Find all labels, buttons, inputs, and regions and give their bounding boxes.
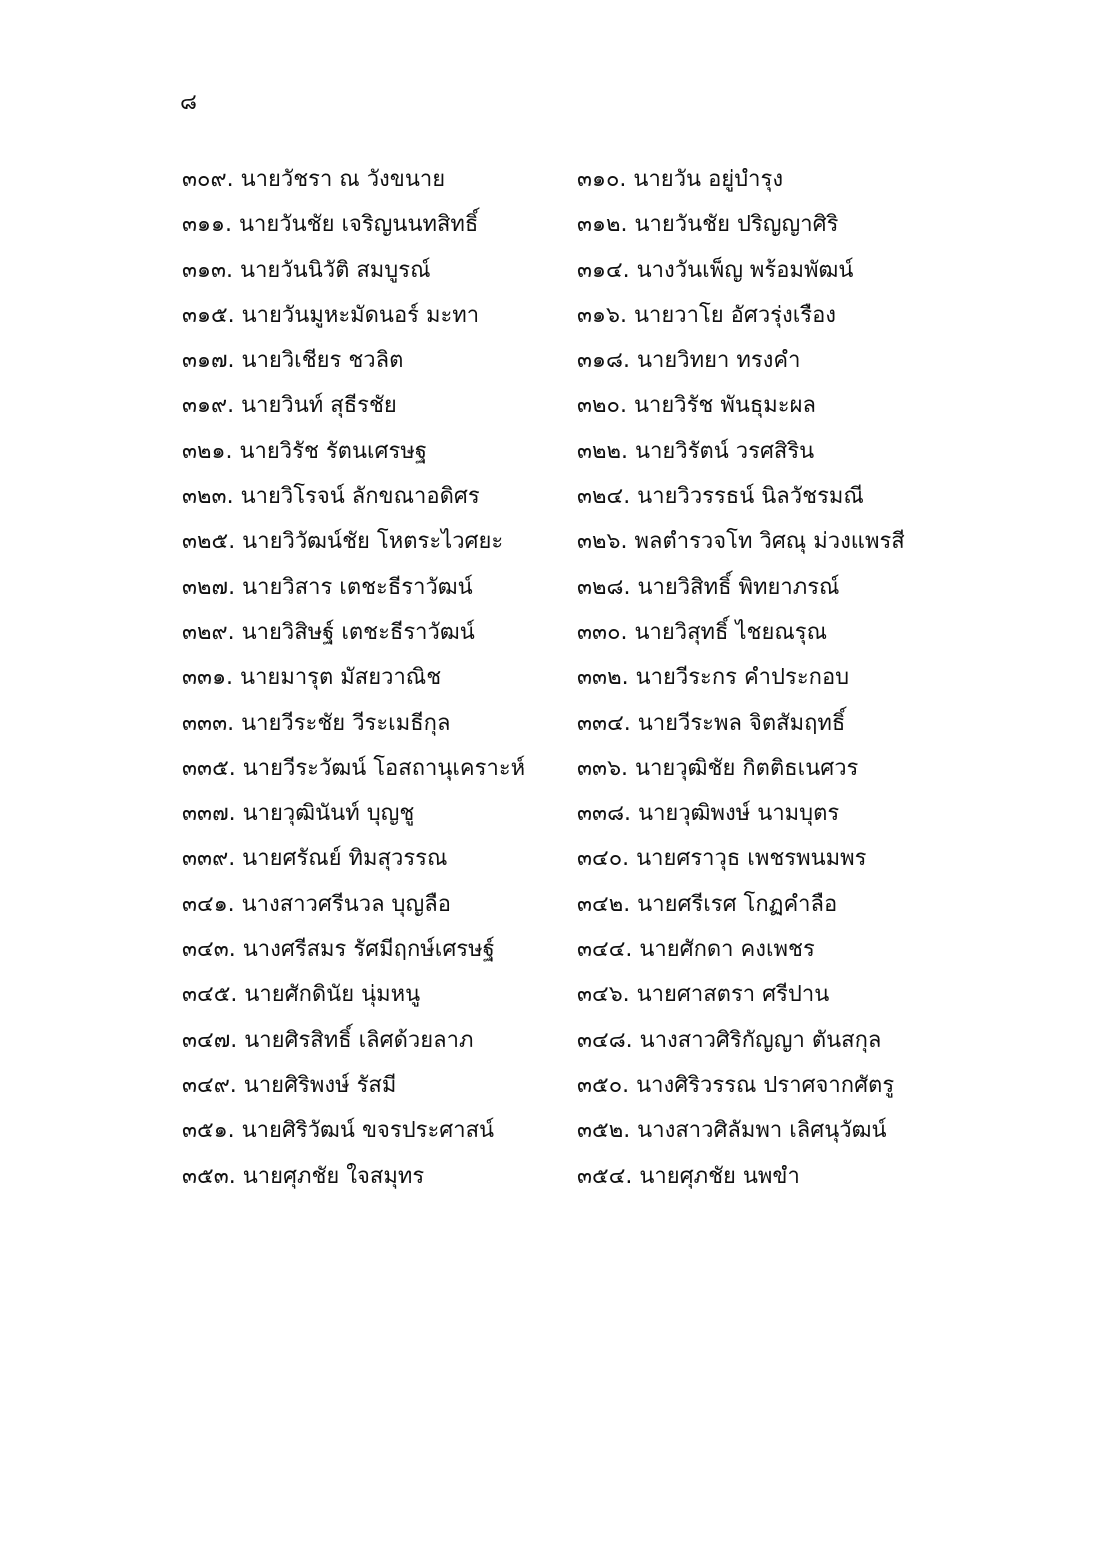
list-item: ๓๑๗. นายวิเชียร ชวลิต xyxy=(182,348,404,374)
list-item: ๓๑๓. นายวันนิวัติ สมบูรณ์ xyxy=(182,257,431,283)
list-item: ๓๔๐. นายศราวุธ เพชรพนมพร xyxy=(577,846,867,872)
list-item: ๓๔๔. นายศักดา คงเพชร xyxy=(577,937,815,963)
list-item: ๓๓๐. นายวิสุทธิ์ ไชยณรุณ xyxy=(577,619,828,645)
list-item: ๓๑๔. นางวันเพ็ญ พร้อมพัฒน์ xyxy=(577,257,854,283)
list-item: ๓๕๐. นางศิริวรรณ ปราศจากศัตรู xyxy=(577,1072,895,1098)
list-item: ๓๑๙. นายวินท์ สุธีรชัย xyxy=(182,393,397,419)
list-item: ๓๑๒. นายวันชัย ปริญญาศิริ xyxy=(577,212,839,238)
list-item: ๓๒๘. นายวิสิทธิ์ พิทยาภรณ์ xyxy=(577,574,840,600)
list-item: ๓๕๓. นายศุภชัย ใจสมุทร xyxy=(182,1163,425,1189)
list-item: ๓๔๗. นายศิรสิทธิ์ เลิศด้วยลาภ xyxy=(182,1027,474,1053)
list-item: ๓๒๗. นายวิสาร เตชะธีราวัฒน์ xyxy=(182,574,473,600)
list-item: ๓๔๘. นางสาวศิริกัญญา ตันสกุล xyxy=(577,1027,882,1053)
list-item: ๓๑๖. นายวาโย อัศวรุ่งเรือง xyxy=(577,302,837,328)
list-item: ๓๒๙. นายวิสิษฐ์ เตชะธีราวัฒน์ xyxy=(182,619,475,645)
page-number: ๘ xyxy=(180,90,197,115)
list-item: ๓๔๑. นางสาวศรีนวล บุญลือ xyxy=(182,891,451,917)
list-item: ๓๒๓. นายวิโรจน์ ลักขณาอดิศร xyxy=(182,484,480,510)
list-item: ๓๓๕. นายวีระวัฒน์ โอสถานุเคราะห์ xyxy=(182,755,526,781)
list-item: ๓๑๐. นายวัน อยู่บำรุง xyxy=(577,167,784,192)
list-item: ๓๒๔. นายวิวรรธน์ นิลวัชรมณี xyxy=(577,484,864,510)
list-item: ๓๔๒. นายศรีเรศ โกฏคำลือ xyxy=(577,891,838,917)
list-item: ๓๓๘. นายวุฒิพงษ์ นามบุตร xyxy=(577,801,840,827)
list-item: ๓๒๒. นายวิรัตน์ วรศสิริน xyxy=(577,438,815,464)
list-item: ๓๔๓. นางศรีสมร รัศมีฤกษ์เศรษฐ์ xyxy=(182,937,495,963)
list-item: ๓๒๐. นายวิรัช พันธุมะผล xyxy=(577,393,816,419)
list-item: ๓๑๑. นายวันชัย เจริญนนทสิทธิ์ xyxy=(182,212,479,238)
list-item: ๓๓๑. นายมารุต มัสยวาณิช xyxy=(182,665,442,691)
name-list xyxy=(182,165,922,1207)
list-item: ๓๑๕. นายวันมูหะมัดนอร์ มะทา xyxy=(182,302,480,328)
list-item: ๓๕๔. นายศุภชัย นพขำ xyxy=(577,1163,800,1189)
list-item: ๓๒๕. นายวิวัฒน์ชัย โหตระไวศยะ xyxy=(182,529,504,555)
list-item: ๓๒๑. นายวิรัช รัตนเศรษฐ xyxy=(182,438,427,464)
list-item: ๓๓๗. นายวุฒินันท์ บุญชู xyxy=(182,801,415,827)
list-item: ๓๓๒. นายวีระกร คำประกอบ xyxy=(577,665,850,691)
list-item: ๓๓๖. นายวุฒิชัย กิตติธเนศวร xyxy=(577,755,859,781)
list-item: ๓๔๖. นายศาสตรา ศรีปาน xyxy=(577,982,830,1008)
list-item: ๓๐๙. นายวัชรา ณ วังขนาย xyxy=(182,167,446,192)
list-item: ๓๔๙. นายศิริพงษ์ รัสมี xyxy=(182,1072,397,1098)
list-item: ๓๕๑. นายศิริวัฒน์ ขจรประศาสน์ xyxy=(182,1118,495,1144)
list-item: ๓๒๖. พลตำรวจโท วิศณุ ม่วงแพรสี xyxy=(577,529,905,555)
list-item: ๓๔๕. นายศักดินัย นุ่มหนู xyxy=(182,982,421,1008)
list-item: ๓๓๙. นายศรัณย์ ทิมสุวรรณ xyxy=(182,846,448,872)
list-item: ๓๓๔. นายวีระพล จิตสัมฤทธิ์ xyxy=(577,710,846,736)
list-item: ๓๕๒. นางสาวศิลัมพา เลิศนุวัฒน์ xyxy=(577,1118,887,1144)
list-item: ๓๑๘. นายวิทยา ทรงคำ xyxy=(577,348,801,374)
list-item: ๓๓๓. นายวีระชัย วีระเมธีกุล xyxy=(182,710,451,736)
